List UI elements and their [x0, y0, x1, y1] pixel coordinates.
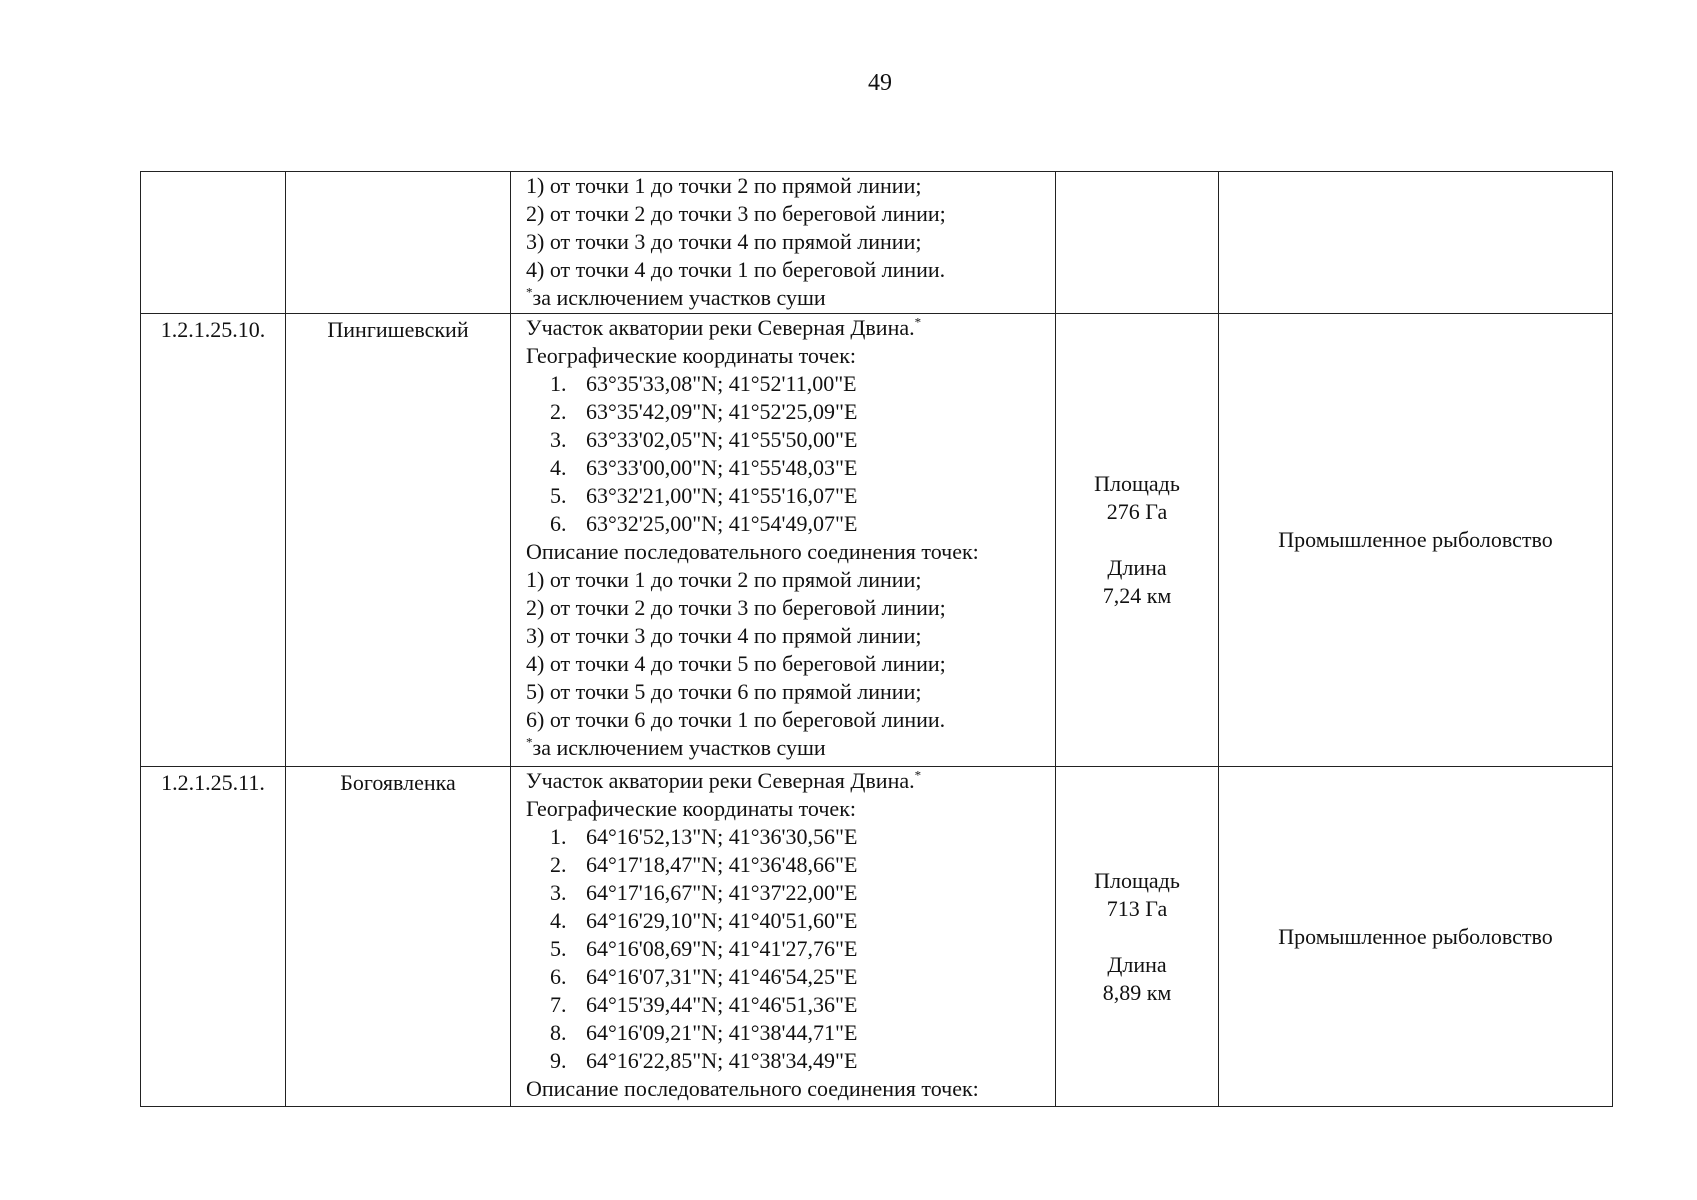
coordinate-item: 1. 64°16'52,13"N; 41°36'30,56"E	[550, 824, 858, 849]
coordinate-item: 3. 63°33'02,05"N; 41°55'50,00"E	[550, 427, 858, 452]
coordinate-item: 5. 64°16'08,69"N; 41°41'27,76"E	[550, 936, 858, 961]
footnote-mark: *	[526, 284, 533, 300]
page-number: 49	[868, 70, 892, 96]
connection-line: 5) от точки 5 до точки 6 по прямой линии;	[526, 679, 922, 704]
connection-line: 2) от точки 2 до точки 3 по береговой линии;	[526, 595, 946, 620]
table-row	[141, 767, 1613, 1107]
connection-line: 3) от точки 3 до точки 4 по прямой линии;	[526, 623, 922, 648]
coordinate-item: 3. 64°17'16,67"N; 41°37'22,00"E	[550, 880, 858, 905]
water-areas-table	[140, 171, 1613, 1107]
connection-line: 6) от точки 6 до точки 1 по береговой линии.	[526, 707, 946, 732]
continuation-number-cell	[141, 172, 286, 314]
footnote-text: за исключением участков суши	[532, 735, 826, 760]
usage-type: Промышленное рыболовство	[1219, 767, 1613, 1107]
coordinate-item: 9. 64°16'22,85"N; 41°38'34,49"E	[550, 1048, 858, 1073]
connection-line: 2) от точки 2 до точки 3 по береговой линии;	[526, 201, 946, 226]
coordinate-item: 2. 64°17'18,47"N; 41°36'48,66"E	[550, 852, 858, 877]
area-value: 713 Га	[1106, 895, 1168, 921]
coordinate-item: 5. 63°32'21,00"N; 41°55'16,07"E	[550, 483, 858, 508]
area-label: Площадь	[1094, 867, 1180, 893]
footnote-text: за исключением участков суши	[532, 285, 826, 310]
footnote-mark: *	[914, 767, 922, 783]
connection-header: Описание последовательного соединения точек:	[526, 539, 979, 564]
coordinate-item: 2. 63°35'42,09"N; 41°52'25,09"E	[550, 399, 858, 424]
continuation-description-cell	[511, 172, 1056, 314]
length-label: Длина	[1107, 951, 1167, 977]
site-description	[511, 314, 1056, 767]
coordinate-item: 8. 64°16'09,21"N; 41°38'44,71"E	[550, 1020, 858, 1045]
footnote-mark: *	[914, 314, 922, 330]
footnote-mark: *	[526, 734, 533, 750]
continuation-metric-cell	[1056, 172, 1219, 314]
length-label: Длина	[1107, 555, 1167, 580]
coords-header: Географические координаты точек:	[526, 343, 856, 368]
footnote	[526, 284, 1049, 312]
connection-line: 4) от точки 4 до точки 1 по береговой линии.	[526, 257, 946, 282]
connection-line: 1) от точки 1 до точки 2 по прямой линии;	[526, 173, 922, 198]
metrics-cell	[1056, 767, 1219, 1107]
table-row-continuation	[141, 172, 1613, 314]
coordinate-item: 1. 63°35'33,08"N; 41°52'11,00"E	[550, 371, 857, 396]
site-description	[511, 767, 1056, 1107]
table-row	[141, 314, 1613, 767]
area-value: 276 Га	[1106, 499, 1168, 524]
connection-line: 1) от точки 1 до точки 2 по прямой линии;	[526, 567, 922, 592]
continuation-name-cell	[286, 172, 511, 314]
description-title: Участок акватории реки Северная Двина.*	[526, 767, 922, 793]
length-value: 7,24 км	[1102, 583, 1172, 608]
coordinate-item: 7. 64°15'39,44"N; 41°46'51,36"E	[550, 992, 858, 1017]
metrics-cell	[1056, 314, 1219, 767]
coordinate-item: 4. 63°33'00,00"N; 41°55'48,03"E	[550, 455, 858, 480]
connection-line: 3) от точки 3 до точки 4 по прямой линии;	[526, 229, 922, 254]
coordinate-item: 6. 63°32'25,00"N; 41°54'49,07"E	[550, 511, 858, 536]
continuation-use-cell	[1219, 172, 1613, 314]
connection-header: Описание последовательного соединения точек:	[526, 1076, 979, 1101]
coordinate-item: 6. 64°16'07,31"N; 41°46'54,25"E	[550, 964, 858, 989]
description-title: Участок акватории реки Северная Двина.*	[526, 314, 922, 340]
area-label: Площадь	[1094, 471, 1180, 496]
site-name: Пингишевский	[286, 314, 511, 767]
footnote	[526, 734, 1049, 762]
site-name: Богоявленка	[286, 767, 511, 1107]
coords-header: Географические координаты точек:	[526, 796, 856, 821]
coordinate-item: 4. 64°16'29,10"N; 41°40'51,60"E	[550, 908, 858, 933]
connection-line: 4) от точки 4 до точки 5 по береговой линии;	[526, 651, 946, 676]
usage-type: Промышленное рыболовство	[1219, 314, 1613, 767]
row-number: 1.2.1.25.10.	[141, 314, 286, 767]
row-number: 1.2.1.25.11.	[141, 767, 286, 1107]
length-value: 8,89 км	[1102, 979, 1172, 1005]
